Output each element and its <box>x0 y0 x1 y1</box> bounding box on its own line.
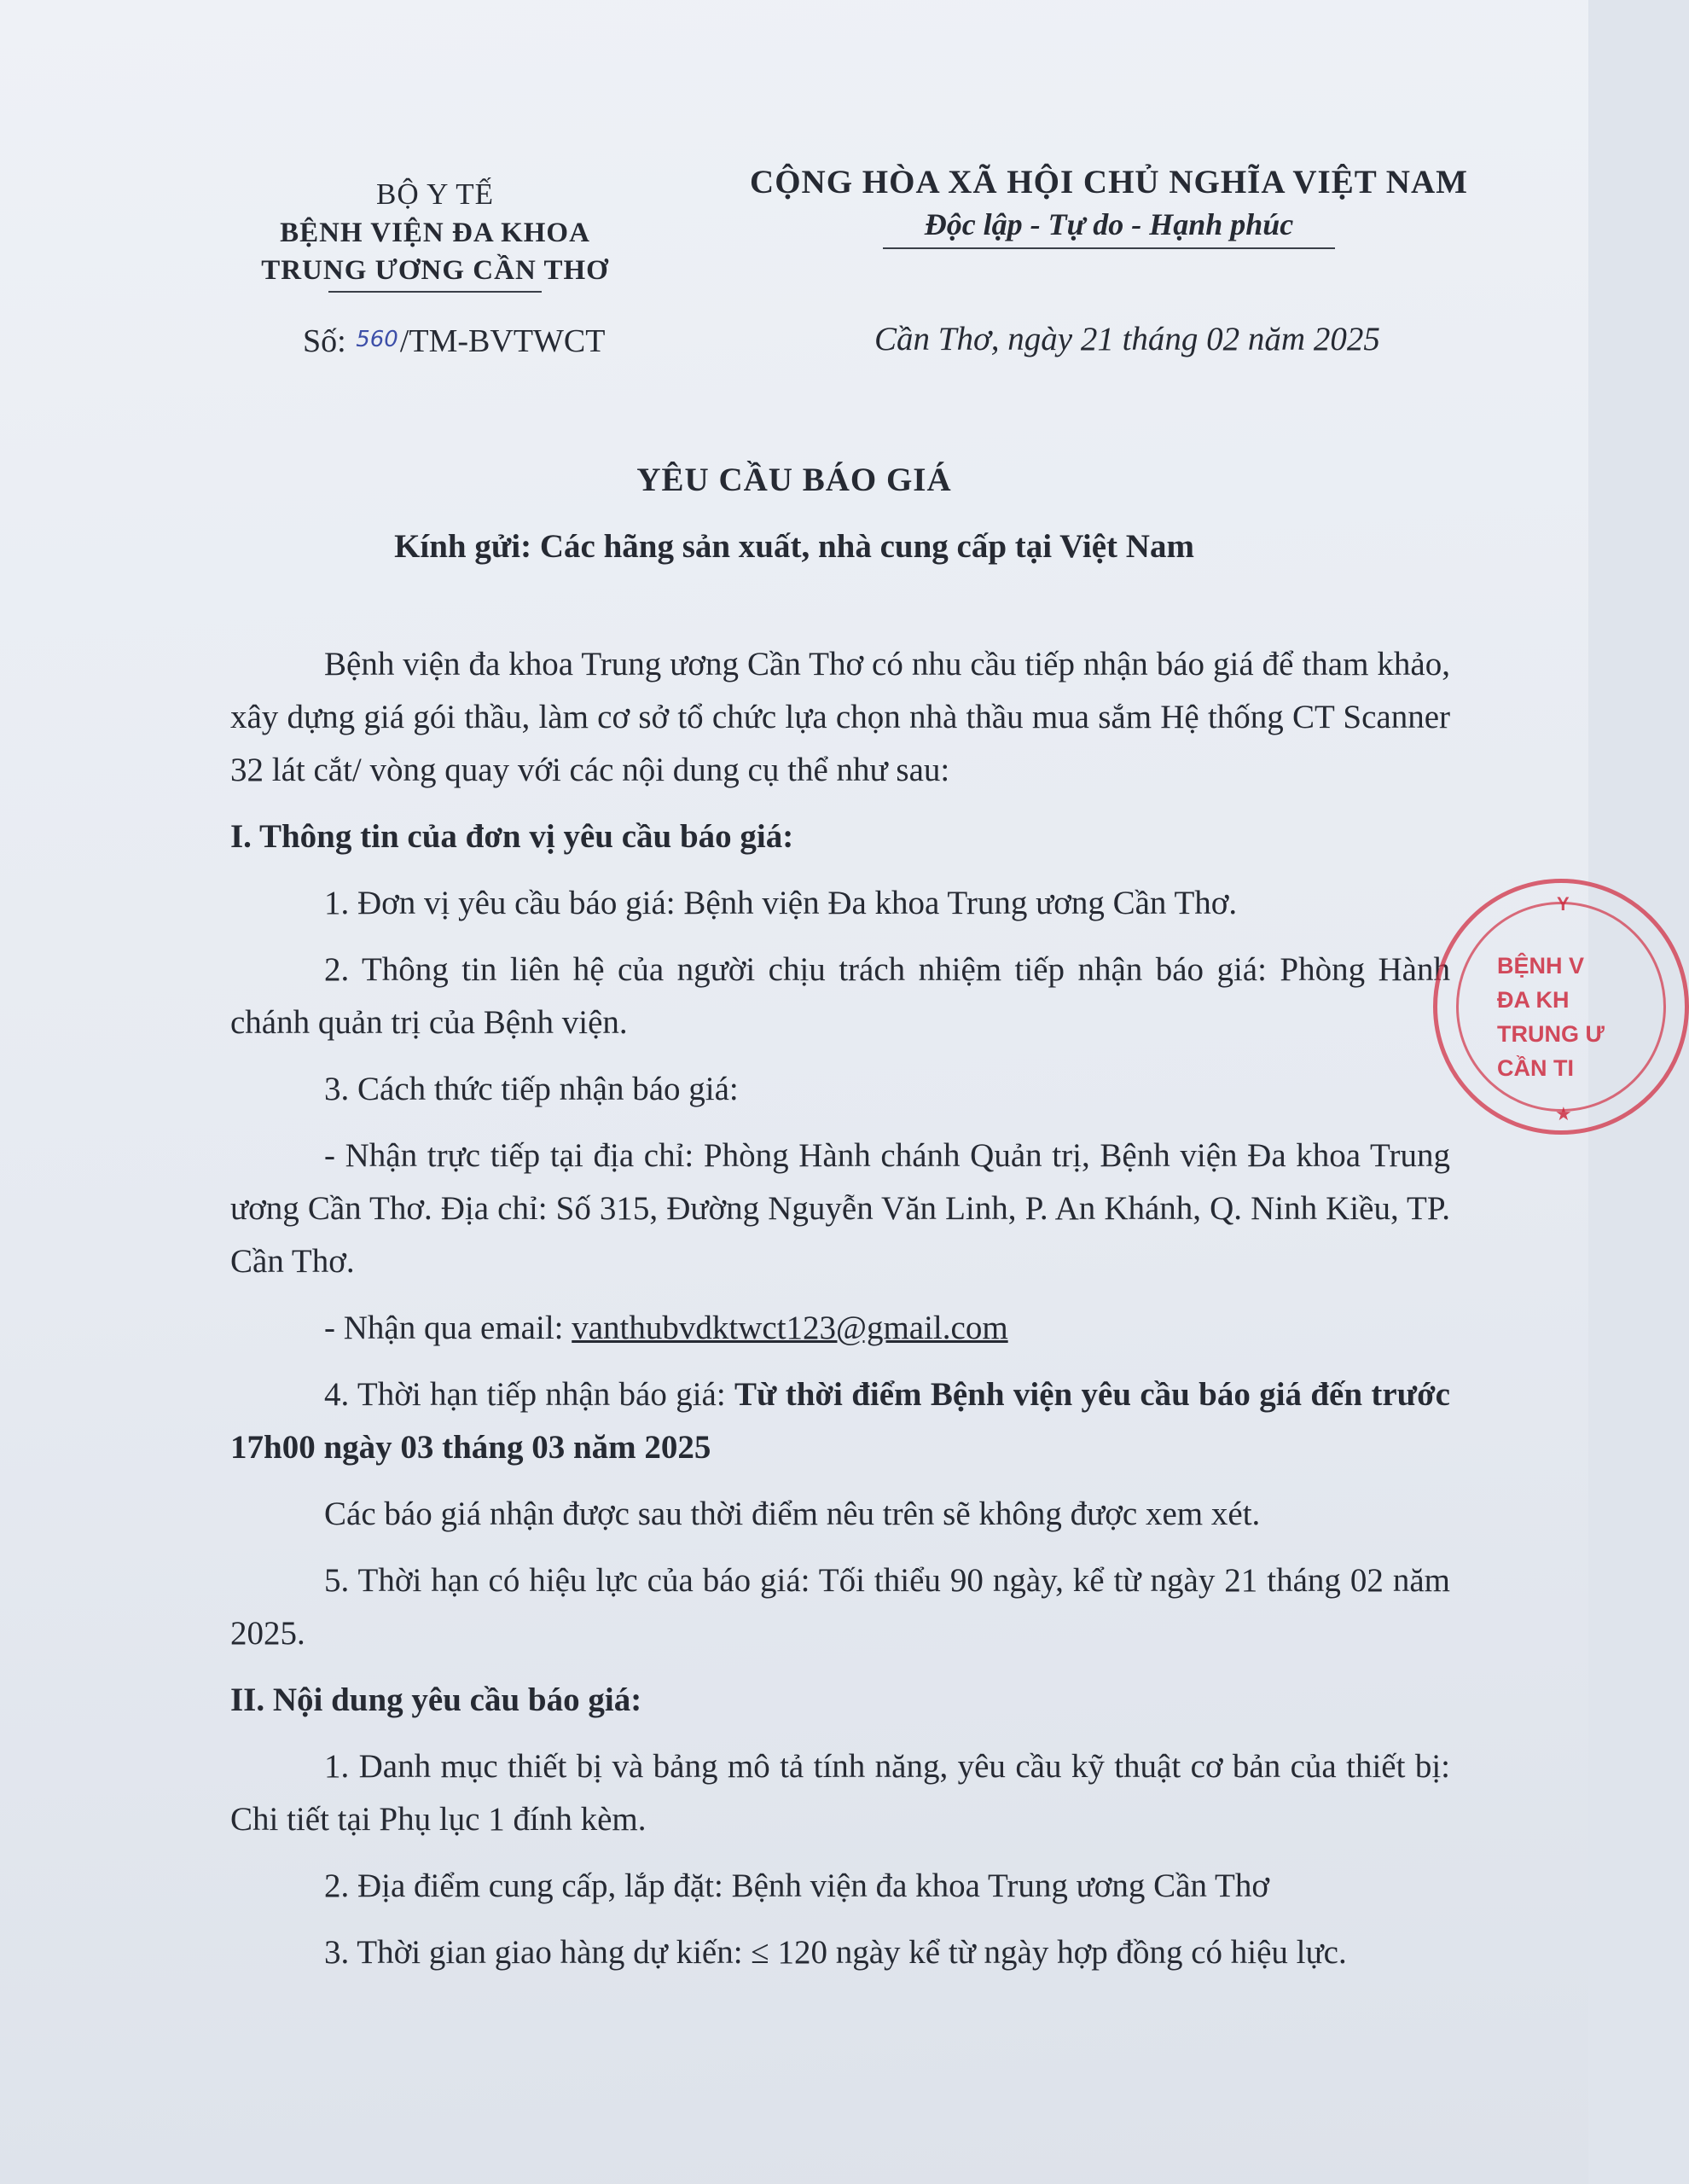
section1-item3b <box>230 1302 1450 1355</box>
section2-heading: II. Nội dung yêu cầu báo giá: <box>230 1682 642 1718</box>
seal-text-line3: TRUNG Ư <box>1497 1021 1605 1047</box>
hospital-name-line2: TRUNG ƯƠNG CẦN THƠ <box>261 255 609 286</box>
country-name: CỘNG HÒA XÃ HỘI CHỦ NGHĨA VIỆT NAM <box>750 164 1468 200</box>
section1-item3: 3. Cách thức tiếp nhận báo giá: <box>324 1071 739 1107</box>
doc-no-suffix: /TM-BVTWCT <box>399 323 606 359</box>
seal-text-line2: ĐA KH <box>1497 987 1570 1013</box>
section2-item2: 2. Địa điểm cung cấp, lắp đặt: Bệnh viện đa khoa Trung ương Cần Thơ <box>324 1867 1269 1904</box>
national-motto: Độc lập - Tự do - Hạnh phúc <box>924 207 1294 241</box>
seal-text-line4: CẦN TI <box>1497 1055 1574 1081</box>
seal-top-letter: Y <box>1557 893 1570 915</box>
red-seal-stamp <box>1433 879 1689 1135</box>
intro-paragraph: Bệnh viện đa khoa Trung ương Cần Thơ có nhu cầu tiếp nhận báo giá để tham khảo, xây dựng giá gói thầu, làm cơ sở tổ chức lựa chọn nhà thầu mua sắm Hệ thống CT Scanner 32 lát cắt/ vòng quay với các nội dung cụ thể như sau: <box>230 646 1450 788</box>
document-title: YÊU CẦU BÁO GIÁ <box>636 462 952 498</box>
section1-item4-note: Các báo giá nhận được sau thời điểm nêu trên sẽ không được xem xét. <box>324 1496 1261 1532</box>
doc-no-handwritten: 560 <box>356 327 398 352</box>
email-label: - Nhận qua email: <box>324 1310 572 1346</box>
deadline-value: Từ thời điểm Bệnh viện yêu cầu báo giá đến trước 17h00 ngày 03 tháng 03 năm 2025 <box>230 1376 1450 1466</box>
document-number <box>303 322 605 360</box>
section2-item3: 3. Thời gian giao hàng dự kiến: ≤ 120 ngày kể từ ngày hợp đồng có hiệu lực. <box>324 1934 1347 1971</box>
issuer-header <box>239 175 631 293</box>
issuer-underline <box>328 291 542 293</box>
motto-underline <box>883 247 1335 249</box>
deadline-label: 4. Thời hạn tiếp nhận báo giá: <box>324 1376 735 1413</box>
seal-text-line1: BỆNH V <box>1497 953 1585 979</box>
ministry-name: BỘ Y TẾ <box>376 177 494 211</box>
document-body <box>230 638 1450 1993</box>
national-header <box>717 160 1501 249</box>
section1-item3a: - Nhận trực tiếp tại địa chỉ: Phòng Hành chánh Quản trị, Bệnh viện Đa khoa Trung ương Cần Thơ. Địa chỉ: Số 315, Đường Nguyễn Văn Linh, P. An Khánh, Q. Ninh Kiều, TP. Cần Thơ. <box>230 1137 1450 1280</box>
section1-item5: 5. Thời hạn có hiệu lực của báo giá: Tối thiểu 90 ngày, kể từ ngày 21 tháng 02 năm 2025. <box>230 1562 1450 1652</box>
hospital-name-line1: BỆNH VIỆN ĐA KHOA <box>280 218 590 248</box>
section1-heading: I. Thông tin của đơn vị yêu cầu báo giá: <box>230 818 794 855</box>
section1-item1: 1. Đơn vị yêu cầu báo giá: Bệnh viện Đa khoa Trung ương Cần Thơ. <box>324 885 1238 921</box>
place-date: Cần Thơ, ngày 21 tháng 02 năm 2025 <box>874 321 1380 357</box>
section1-item4 <box>230 1368 1450 1474</box>
doc-no-prefix: Số: <box>303 323 346 359</box>
section2-item1: 1. Danh mục thiết bị và bảng mô tả tính năng, yêu cầu kỹ thuật cơ bản của thiết bị: Chi tiết tại Phụ lục 1 đính kèm. <box>230 1748 1450 1838</box>
section1-item2: 2. Thông tin liên hệ của người chịu trách nhiệm tiếp nhận báo giá: Phòng Hành chánh quản trị của Bệnh viện. <box>230 951 1450 1041</box>
recipient-line: Kính gửi: Các hãng sản xuất, nhà cung cấp tại Việt Nam <box>394 528 1194 565</box>
seal-star-icon: ★ <box>1555 1103 1572 1124</box>
email-link[interactable]: vanthubvdktwct123@gmail.com <box>572 1310 1008 1346</box>
